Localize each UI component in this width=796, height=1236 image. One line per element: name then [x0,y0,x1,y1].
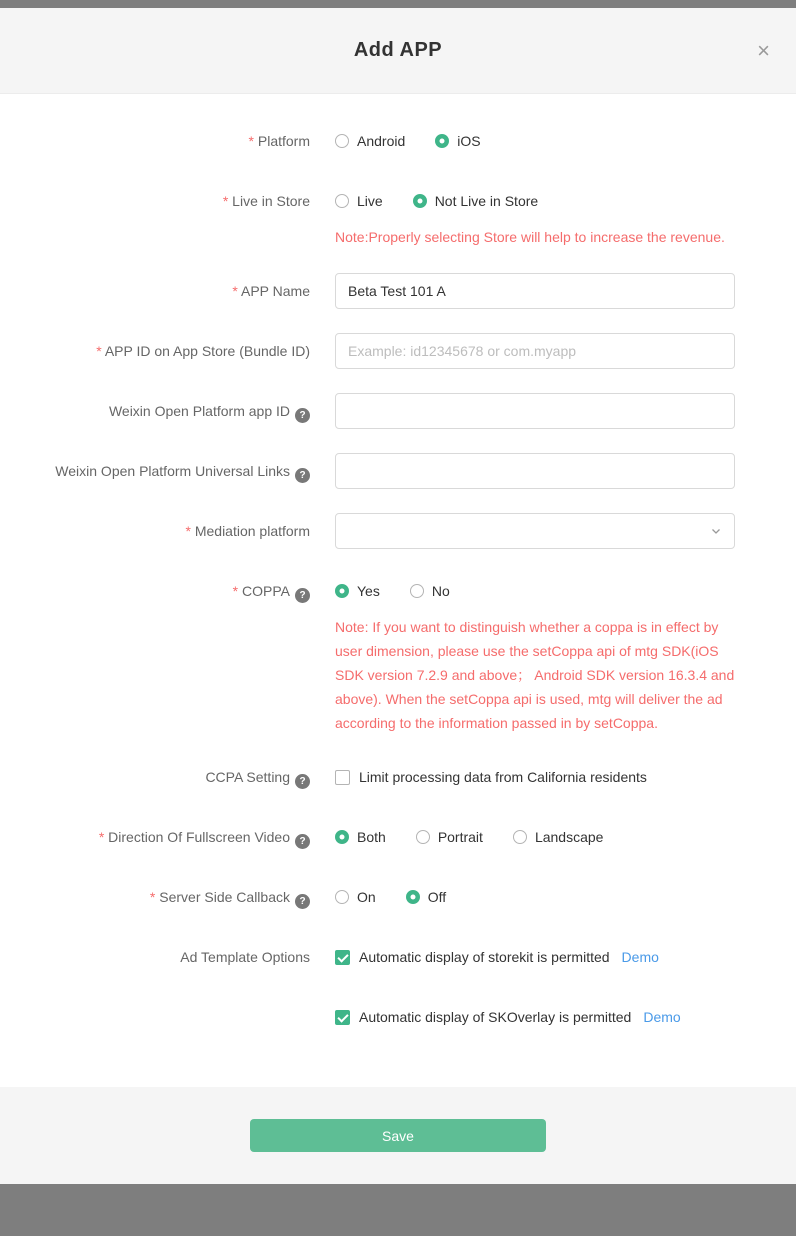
app-name-input[interactable] [335,273,735,309]
close-icon[interactable]: × [749,36,778,66]
checkbox-icon [335,1010,350,1025]
radio-circle-icon [335,134,349,148]
form-row-ccpa [0,759,796,795]
radio-circle-icon [335,890,349,904]
radio-label: No [431,583,450,599]
form-row-coppa [0,573,796,735]
app-name-label: * APP Name [0,273,335,309]
weixin-universal-links-input[interactable] [335,453,735,489]
store-note: Note:Properly selecting Store will help to increase the revenue. [335,229,725,245]
radio-circle-icon [335,194,349,208]
radio-not-live-in-store[interactable] [413,193,539,209]
form-row-platform [0,123,796,159]
radio-circle-icon [406,890,420,904]
radio-off[interactable] [406,889,446,905]
form-row-mediation-platform [0,513,796,549]
server-callback-label: * Server Side Callback ? [0,879,335,915]
live-in-store-label: * Live in Store [0,183,335,219]
checkbox-label: Automatic display of SKOverlay is permitted [359,1009,632,1025]
weixin-app-id-label: Weixin Open Platform app ID ? [0,393,335,429]
radio-label: Both [357,829,386,845]
radio-circle-icon [513,830,527,844]
checkbox-icon [335,950,350,965]
app-id-label: * APP ID on App Store (Bundle ID) [0,333,335,369]
modal-header [0,8,796,94]
radio-coppa-yes[interactable] [335,583,380,599]
radio-ios[interactable] [435,133,480,149]
radio-label: On [357,889,376,905]
radio-label: iOS [457,133,481,149]
server-callback-radio-group [335,879,735,915]
checkbox-label: Automatic display of storekit is permitted [359,949,610,965]
add-app-modal [0,8,796,1184]
skoverlay-checkbox[interactable] [335,1009,631,1025]
radio-circle-icon [435,134,449,148]
form-row-live-in-store [0,183,796,249]
radio-label: Portrait [437,829,483,845]
form-row-direction [0,819,796,855]
add-app-form [0,94,796,1087]
radio-circle-icon [413,194,427,208]
radio-portrait[interactable] [416,829,483,845]
help-icon[interactable]: ? [295,774,310,789]
checkbox-icon [335,770,350,785]
radio-label: Off [427,889,447,905]
radio-landscape[interactable] [513,829,604,845]
radio-label: Yes [357,583,380,599]
radio-label: Live [357,193,383,209]
live-in-store-radio-group [335,183,735,219]
radio-both[interactable] [335,829,386,845]
ccpa-checkbox[interactable] [335,769,647,785]
form-row-ad-template-options [0,939,796,1035]
storekit-checkbox[interactable] [335,949,610,965]
radio-label: Landscape [534,829,604,845]
form-row-server-callback [0,879,796,915]
help-icon[interactable]: ? [295,408,310,423]
app-id-input[interactable] [335,333,735,369]
coppa-label: * COPPA ? [0,573,335,609]
radio-android[interactable] [335,133,405,149]
ad-template-options-label: Ad Template Options [180,949,310,965]
ccpa-label: CCPA Setting ? [0,759,335,795]
chevron-down-icon [710,525,722,537]
radio-label: Not Live in Store [434,193,539,209]
radio-circle-icon [335,830,349,844]
modal-footer [0,1087,796,1184]
platform-radio-group [335,123,735,159]
form-row-app-id [0,333,796,369]
radio-on[interactable] [335,889,376,905]
radio-label: Android [357,133,406,149]
help-icon[interactable]: ? [295,468,310,483]
form-row-weixin-universal-links [0,453,796,489]
demo-link-storekit[interactable]: Demo [621,949,659,965]
coppa-note: Note: If you want to distinguish whether a coppa is in effect by user dimension, please use the setCoppa api of mtg SDK(iOS SDK version 7.2.9 and above； Android SDK version 16.3.4 and above). When the setCoppa api is used, mtg will deliver the ad according to the information passed in by setCoppa. [335,619,735,731]
help-icon[interactable]: ? [295,894,310,909]
platform-label: * Platform [0,123,335,159]
radio-live[interactable] [335,193,383,209]
form-row-weixin-app-id [0,393,796,429]
help-icon[interactable]: ? [295,834,310,849]
radio-circle-icon [335,584,349,598]
form-row-app-name [0,273,796,309]
radio-circle-icon [410,584,424,598]
coppa-radio-group [335,573,735,609]
save-button[interactable]: Save [250,1119,546,1152]
radio-circle-icon [416,830,430,844]
weixin-app-id-input[interactable] [335,393,735,429]
direction-radio-group [335,819,735,855]
help-icon[interactable]: ? [295,588,310,603]
demo-link-skoverlay[interactable]: Demo [643,1009,681,1025]
checkbox-label: Limit processing data from California residents [359,769,647,785]
page-title: Add APP [353,39,443,61]
weixin-universal-links-label: Weixin Open Platform Universal Links ? [0,453,335,489]
radio-coppa-no[interactable] [410,583,450,599]
mediation-platform-select[interactable] [335,513,735,549]
mediation-platform-label: * Mediation platform [0,513,335,549]
direction-label: * Direction Of Fullscreen Video ? [0,819,335,855]
